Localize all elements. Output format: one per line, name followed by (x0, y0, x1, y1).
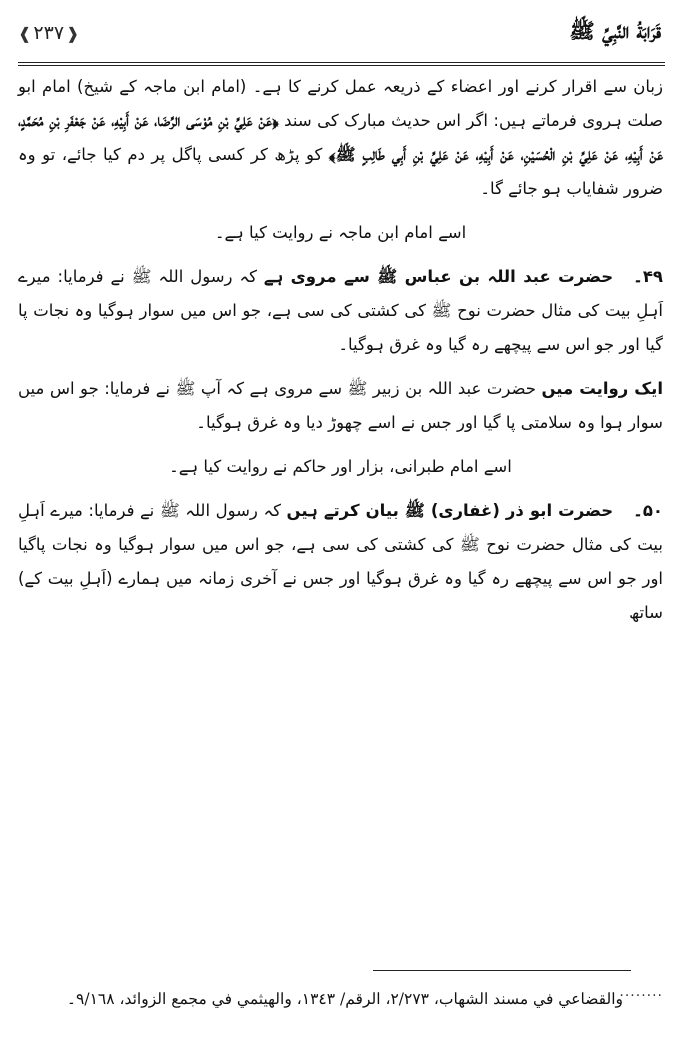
hadith-lead: حضرت ابو ذر (غفاری) ﷺ بیان کرتے ہیں (286, 501, 614, 520)
narration-text: حضرت عبد اللہ بن زبیر ﷺ سے مروی ہے کہ آپ ﷺ نے فرمایا: جو اس میں سوار ہوا وہ سلامتی پا گیا اور جس نے اسے چھوڑ دیا وہ غرق ہوگیا۔ (18, 379, 663, 432)
citation-tabarani: اسے امام طبرانی، بزار اور حاکم نے روایت کیا ہے۔ (169, 457, 512, 476)
arabic-isnad: ﴿عَنْ عَلِيِّ بْنِ مُوْسَى الرِّضَا، عَنْ أَبِيْهِ، عَنْ جَعْفَرِ بْنِ مُحَمَّدٍ، عَنْ أَبِيْهِ، عَنْ عَلِيِّ بْنِ الْحُسَيْنِ، عَنْ أَبِيْهِ، عَنْ عَلِيِّ بْنِ أَبِي طَالِبٍ ﷺ﴾ (18, 111, 663, 164)
footnote: والقضاعي في مسند الشهاب، ٢/٢٧٣، الرقم/ ١٣٤٣، والهيثمي في مجمع الزوائد، ٩/١٦٨۔ (66, 990, 623, 1008)
alternate-narration (18, 372, 663, 440)
hadith-49 (18, 260, 663, 362)
ornament-left-icon: ❰ (18, 23, 32, 43)
header-rule (18, 62, 665, 63)
hadith-text: کہ رسول اللہ ﷺ نے فرمایا: میرے اَہلِ بیت کی مثال حضرت نوح ﷺ کی کشتی کی سی ہے، جو اس میں سوار ہوگیا وہ نجات پاگیا اور جو اس سے پیچھے رہ گیا وہ غرق ہوگیا اور جس نے آخری زمانہ میں ہمارے (اَہلِ بیت کے) ساتھ (18, 501, 663, 622)
running-title: قَرَابَةُ النَّبِيِّ ﷺ (569, 17, 661, 43)
page-header (18, 16, 661, 50)
footnote-rule (373, 970, 631, 971)
intro-text-1: زبان سے اقرار کرنے اور اعضاء کے ذریعہ عمل کرنے کا ہے۔ (امام ابن ماجہ کے شیخ) امام ابو صلت ہروی فرماتے ہیں: اگر اس حدیث مبارک کی سند (18, 77, 663, 130)
ornament-right-icon: ❱ (66, 23, 80, 43)
body-text (18, 70, 663, 630)
footnote-leader: ........ (619, 984, 663, 1000)
hadith-50 (18, 494, 663, 630)
narration-lead: ایک روایت میں (541, 379, 663, 398)
hadith-number: ۵۰۔ (633, 501, 663, 520)
page-number-value: ٢٣٧ (33, 22, 65, 44)
hadith-lead: حضرت عبد اللہ بن عباس ﷺ سے مروی ہے (263, 267, 614, 286)
page-number (18, 22, 79, 44)
intro-text-2: کو پڑھ کر کسی پاگل پر دم کیا جائے، تو وہ ضرور شفایاب ہو جائے گا۔ (18, 145, 663, 198)
paragraph-intro (18, 70, 663, 206)
hadith-number: ۴۹۔ (633, 267, 663, 286)
citation-ibn-majah: اسے امام ابن ماجہ نے روایت کیا ہے۔ (214, 223, 467, 242)
hadith-text: کہ رسول اللہ ﷺ نے فرمایا: میرے اَہلِ بیت کی مثال حضرت نوح ﷺ کی کشتی کی سی ہے، جو اس میں سوار ہوگیا وہ نجات پا گیا اور جو اس سے پیچھے رہ گیا وہ غرق ہوگیا۔ (18, 267, 663, 354)
